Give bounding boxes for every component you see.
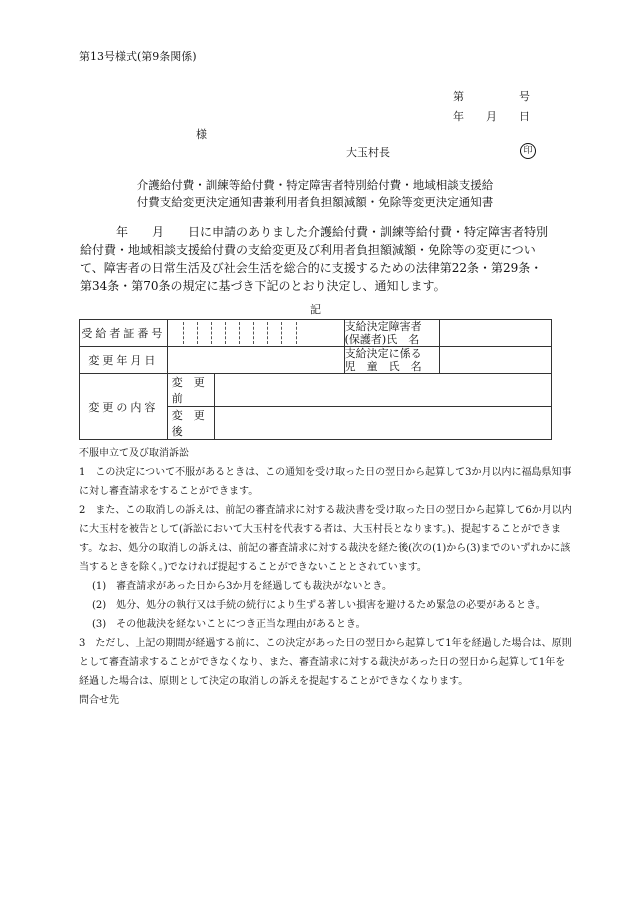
notes-section	[79, 444, 574, 710]
issuer-name: 大玉村長	[346, 146, 390, 159]
before-label: 変 更 前	[167, 374, 214, 407]
decided-person-field[interactable]	[440, 320, 552, 347]
note-3: 3 ただし、上記の期間が経過する前に、この決定があった日の翌日から起算して1年を経過した場合は、原則として審査請求することができなくなり、また、審査請求に対する裁決があった日の翌日から起算して1年を経過した場合は、原則として決定の取消しの訴えを提起することができなくなります。	[79, 638, 572, 687]
seal-mark: 印	[520, 143, 536, 159]
notes-heading: 不服申立て及び取消訴訟	[79, 448, 189, 459]
note-2: 2 また、この取消しの訴えは、前記の審査請求に対する裁決書を受け取った日の翌日から起算して6か月以内に大玉村を被告として(訴訟において大玉村を代表する者は、大玉村長となります。)、提起することができます。なお、処分の取消しの訴えは、前記の審査請求に対する裁決を経た後(次の(1)から(3)までのいずれかに該当するときを除く。)でなければ提起することができないこととされています。	[79, 505, 572, 573]
child-name-field[interactable]	[440, 347, 552, 374]
addressee-sama: 様	[196, 128, 207, 141]
decision-table	[79, 319, 552, 440]
note-1: 1 この決定について不服があるときは、この通知を受け取った日の翌日から起算して3か月以内に福島県知事に対し審査請求をすることができます。	[79, 467, 572, 497]
document-title-line2: 付費支給変更決定通知書兼利用者負担額減額・免除等変更決定通知書	[136, 195, 494, 209]
note-2-sub-3: (3) その他裁決を経ないことにつき正当な理由があるとき。	[92, 619, 366, 630]
note-2-sub-2: (2) 処分、処分の執行又は手続の続行により生ずる著しい損害を避けるため緊急の必要があるとき。	[92, 600, 546, 611]
document-title-line1: 介護給付費・訓練等給付費・特定障害者特別給付費・地域相談支援給	[136, 178, 494, 192]
before-field[interactable]	[214, 374, 551, 407]
contact-label: 問合せ先	[79, 695, 119, 706]
after-field[interactable]	[214, 407, 551, 440]
form-id: 第13号様式(第9条関係)	[79, 50, 197, 63]
note-2-sub-1: (1) 審査請求があった日から3か月を経過しても裁決がないとき。	[92, 581, 393, 592]
change-date-field[interactable]	[167, 347, 344, 374]
change-date-label: 変更年月日	[80, 347, 168, 374]
recipient-number-label: 受給者証番号	[80, 320, 168, 347]
ki-heading: 記	[310, 303, 321, 316]
change-content-label: 変更の内容	[80, 374, 168, 440]
body-paragraph: 年 月 日に申請のありました介護給付費・訓練等給付費・特定障害者特別給付費・地域相談支援給付費の支給変更及び利用者負担額減額・免除等の変更について、障害者の日常生活及び社会生活を総合的に支援するための法律第22条・第29条・第34条・第70条の規定に基づき下記のとおり決定し、通知します。	[80, 225, 549, 293]
decided-person-label: 支給決定障害者 (保護者)氏 名	[344, 320, 440, 347]
after-label: 変 更 後	[167, 407, 214, 440]
document-number: 第 号	[453, 90, 530, 103]
child-name-label: 支給決定に係る 児 童 氏 名	[344, 347, 440, 374]
recipient-number-field[interactable]	[167, 320, 344, 347]
document-date: 年 月 日	[453, 110, 530, 123]
